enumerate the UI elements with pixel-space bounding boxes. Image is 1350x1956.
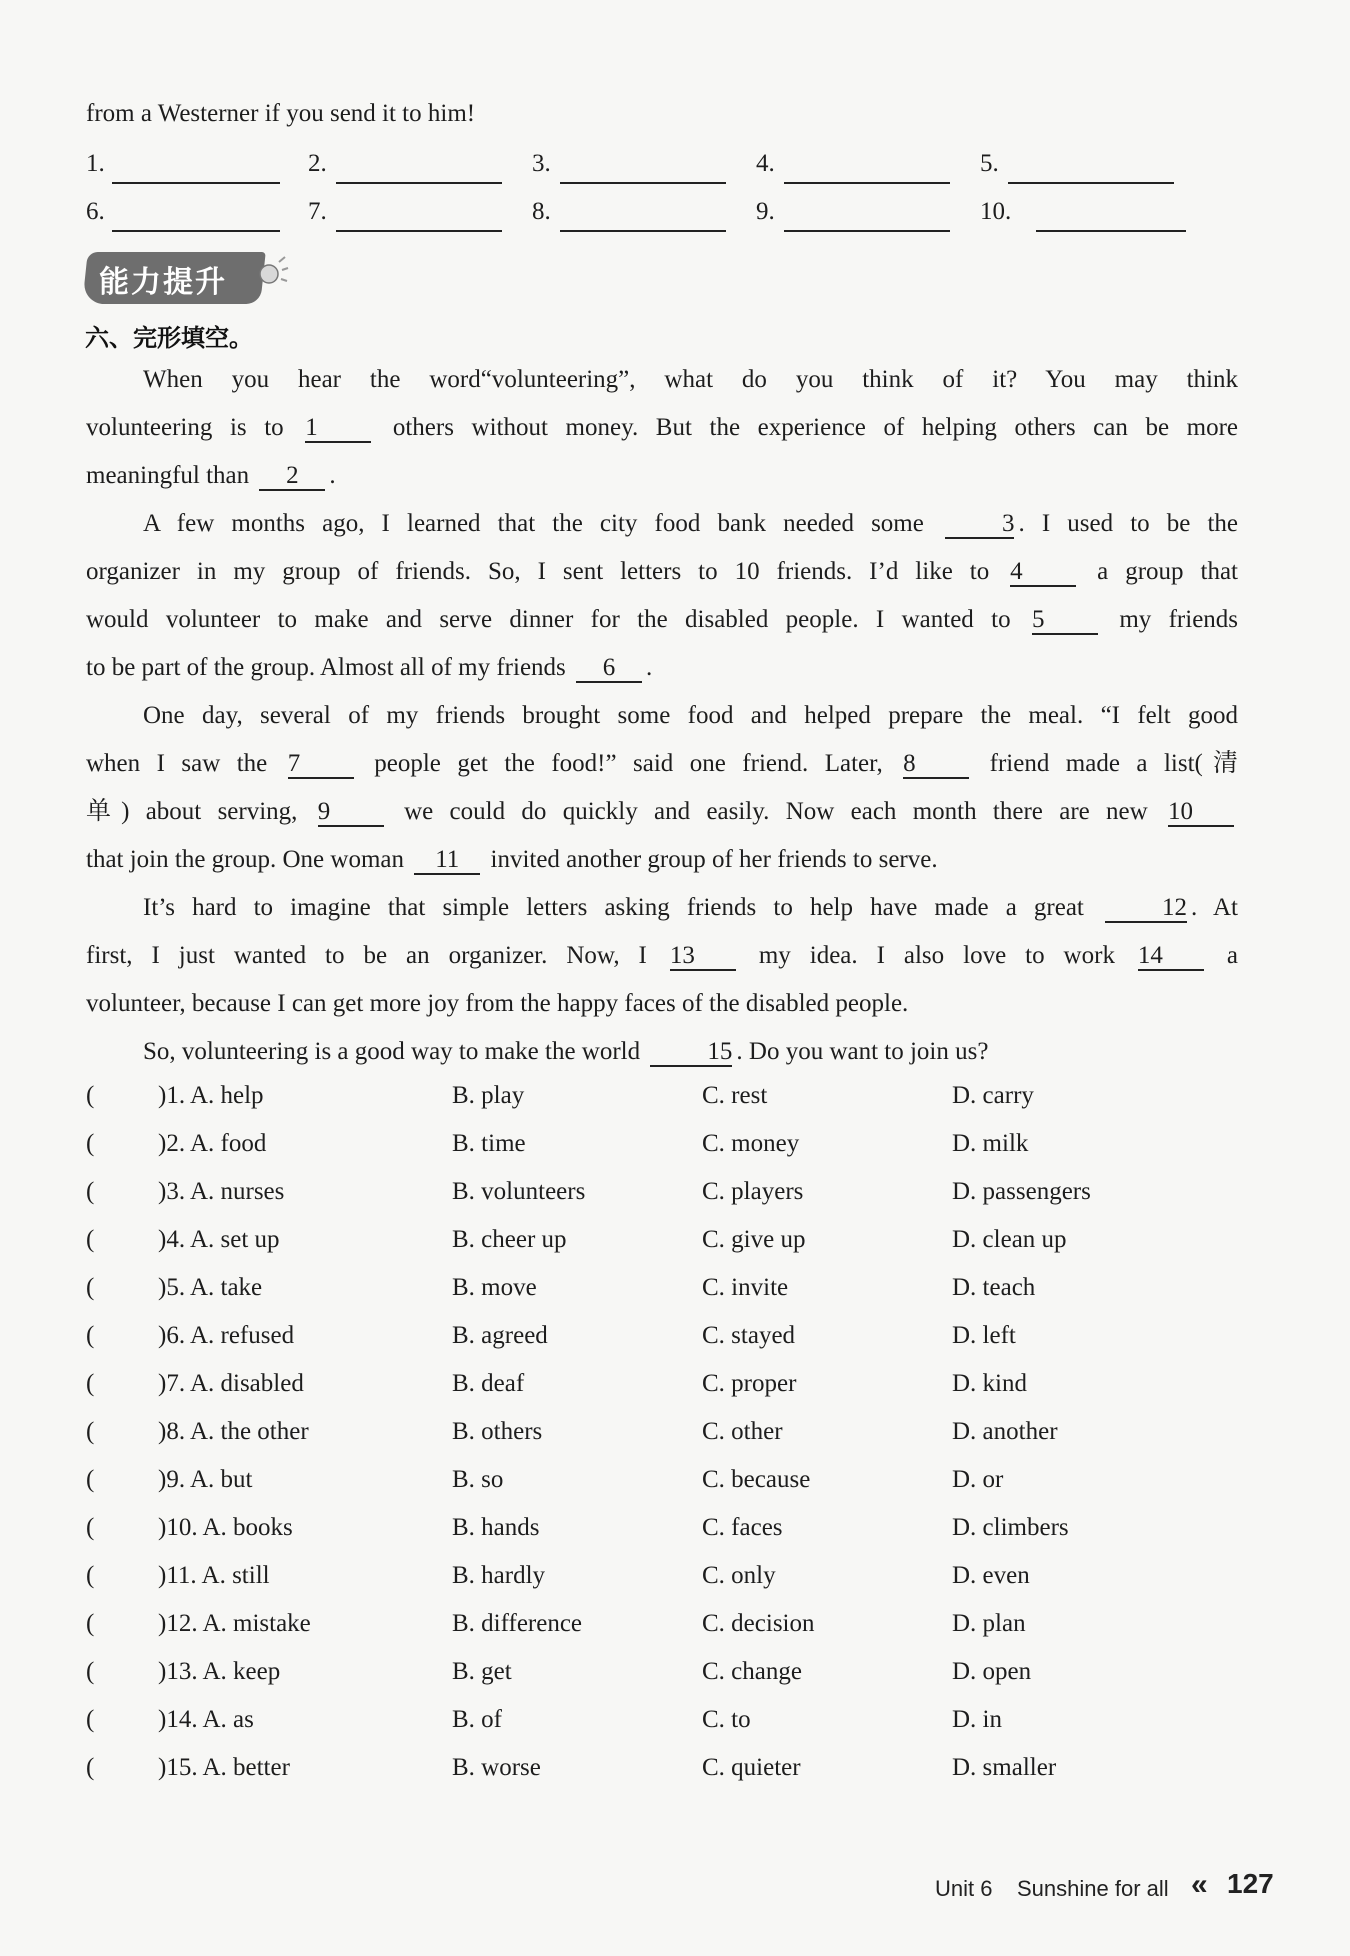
- option-c[interactable]: C. invite: [702, 1274, 789, 1301]
- answer-paren[interactable]: (: [86, 1082, 95, 1109]
- option-b[interactable]: B. difference: [452, 1610, 583, 1637]
- option-b[interactable]: B. hardly: [452, 1562, 546, 1589]
- option-d[interactable]: D. passengers: [952, 1178, 1091, 1205]
- option-b[interactable]: B. so: [452, 1466, 504, 1493]
- ability-badge: [85, 252, 275, 304]
- blank-number: 1.: [86, 150, 105, 177]
- option-d[interactable]: D. even: [952, 1562, 1030, 1589]
- passage-line: that join the group. One woman 11 invited another group of her friends to serve.: [86, 846, 938, 873]
- blank-8[interactable]: 8: [903, 751, 969, 779]
- option-c[interactable]: C. to: [702, 1706, 751, 1733]
- option-d[interactable]: D. another: [952, 1418, 1058, 1445]
- blank-3[interactable]: 3: [945, 511, 1015, 539]
- blank-13[interactable]: 13: [670, 943, 736, 971]
- option-d[interactable]: D. kind: [952, 1370, 1027, 1397]
- answer-line[interactable]: [1036, 230, 1186, 232]
- answer-paren[interactable]: (: [86, 1754, 95, 1781]
- option-c[interactable]: C. quieter: [702, 1754, 801, 1781]
- answer-paren[interactable]: (: [86, 1370, 95, 1397]
- blank-15[interactable]: 15: [650, 1039, 732, 1067]
- passage-line: volunteer, because I can get more joy from the happy faces of the disabled people.: [86, 990, 909, 1017]
- answer-line[interactable]: [112, 230, 280, 232]
- passage-line: It’s hard to imagine that simple letters asking friends to help have made a great 12 . At: [143, 894, 1238, 921]
- passage-paragraph-2: [86, 500, 1238, 692]
- answer-paren[interactable]: (: [86, 1418, 95, 1445]
- option-c[interactable]: C. stayed: [702, 1322, 796, 1349]
- option-d[interactable]: D. milk: [952, 1130, 1029, 1157]
- option-b[interactable]: B. play: [452, 1082, 525, 1109]
- answer-line[interactable]: [560, 230, 726, 232]
- blank-number: 4.: [756, 150, 775, 177]
- passage-paragraph-1: [86, 356, 1238, 500]
- passage-line: When you hear the word“volunteering”, what do you think of it? You may think: [143, 366, 1238, 393]
- passage-paragraph-3: [86, 692, 1238, 884]
- answer-paren[interactable]: (: [86, 1658, 95, 1685]
- blank-6[interactable]: 6: [576, 655, 642, 683]
- option-b[interactable]: B. worse: [452, 1754, 541, 1781]
- option-a[interactable]: )11. A. still: [158, 1562, 270, 1589]
- blank-number: 5.: [980, 150, 999, 177]
- option-c[interactable]: C. other: [702, 1418, 783, 1445]
- option-b[interactable]: B. volunteers: [452, 1178, 586, 1205]
- option-b[interactable]: B. get: [452, 1658, 512, 1685]
- answer-paren[interactable]: (: [86, 1562, 95, 1589]
- option-c[interactable]: C. faces: [702, 1514, 783, 1541]
- answer-paren[interactable]: (: [86, 1178, 95, 1205]
- blank-number: 7.: [308, 198, 327, 225]
- answer-paren[interactable]: (: [86, 1514, 95, 1541]
- option-d[interactable]: D. plan: [952, 1610, 1026, 1637]
- option-d[interactable]: D. left: [952, 1322, 1016, 1349]
- answer-line[interactable]: [784, 230, 950, 232]
- option-a[interactable]: )9. A. but: [158, 1466, 253, 1493]
- option-b[interactable]: B. deaf: [452, 1370, 525, 1397]
- option-a[interactable]: )4. A. set up: [158, 1226, 280, 1253]
- passage-line: organizer in my group of friends. So, I sent letters to 10 friends. I’d like to 4 a group that: [86, 558, 1238, 585]
- answer-line[interactable]: [336, 182, 502, 184]
- option-c[interactable]: C. money: [702, 1130, 800, 1157]
- option-c[interactable]: C. rest: [702, 1082, 768, 1109]
- blank-number: 8.: [532, 198, 551, 225]
- option-a[interactable]: )8. A. the other: [158, 1418, 309, 1445]
- answer-paren[interactable]: (: [86, 1274, 95, 1301]
- page-number: 127: [1227, 1868, 1274, 1899]
- passage-line: to be part of the group. Almost all of my friends 6 .: [86, 654, 653, 681]
- answer-paren[interactable]: (: [86, 1466, 95, 1493]
- section-title: 六、完形填空。: [85, 324, 253, 352]
- option-d[interactable]: D. open: [952, 1658, 1032, 1685]
- option-d[interactable]: D. clean up: [952, 1226, 1067, 1253]
- unit-label: Unit 6: [935, 1876, 993, 1901]
- option-a[interactable]: )2. A. food: [158, 1130, 267, 1157]
- passage-line: volunteering is to 1 others without money. But the experience of helping others can be more: [86, 414, 1239, 441]
- blank-5[interactable]: 5: [1032, 607, 1098, 635]
- answer-paren[interactable]: (: [86, 1322, 95, 1349]
- lightbulb-icon: [255, 254, 289, 294]
- option-a[interactable]: )5. A. take: [158, 1274, 263, 1301]
- passage-line: A few months ago, I learned that the city food bank needed some 3 . I used to be the: [143, 510, 1239, 537]
- blank-2[interactable]: 2: [259, 463, 325, 491]
- option-c[interactable]: C. give up: [702, 1226, 806, 1253]
- passage-line: 单) about serving, 9 we could do quickly and easily. Now each month there are new 10: [86, 788, 1238, 836]
- option-c[interactable]: C. players: [702, 1178, 804, 1205]
- option-a[interactable]: )14. A. as: [158, 1706, 254, 1733]
- blank-number: 10.: [980, 198, 1012, 225]
- option-c[interactable]: C. proper: [702, 1370, 797, 1397]
- option-d[interactable]: D. climbers: [952, 1514, 1069, 1541]
- option-c[interactable]: C. change: [702, 1658, 802, 1685]
- option-a[interactable]: )13. A. keep: [158, 1658, 281, 1685]
- blank-11[interactable]: 11: [414, 847, 480, 875]
- option-c[interactable]: C. because: [702, 1466, 811, 1493]
- blank-9[interactable]: 9: [318, 799, 384, 827]
- option-a[interactable]: )3. A. nurses: [158, 1178, 285, 1205]
- option-b[interactable]: B. time: [452, 1130, 526, 1157]
- option-a[interactable]: )10. A. books: [158, 1514, 293, 1541]
- option-a[interactable]: )15. A. better: [158, 1754, 290, 1781]
- answer-line[interactable]: [560, 182, 726, 184]
- option-d[interactable]: D. or: [952, 1466, 1004, 1493]
- passage-paragraph-5: [86, 1028, 1238, 1076]
- answer-paren[interactable]: (: [86, 1226, 95, 1253]
- badge-label: 能力提升: [99, 265, 227, 300]
- carryover-text: from a Westerner if you send it to him!: [86, 100, 476, 127]
- option-b[interactable]: B. move: [452, 1274, 537, 1301]
- option-a[interactable]: )6. A. refused: [158, 1322, 295, 1349]
- option-d[interactable]: D. teach: [952, 1274, 1036, 1301]
- blank-10[interactable]: 10: [1168, 799, 1234, 827]
- answer-line[interactable]: [336, 230, 502, 232]
- blank-number: 2.: [308, 150, 327, 177]
- blank-4[interactable]: 4: [1010, 559, 1076, 587]
- blank-12[interactable]: 12: [1105, 895, 1187, 923]
- option-d[interactable]: D. in: [952, 1706, 1002, 1733]
- blank-1[interactable]: 1: [305, 415, 371, 443]
- blank-14[interactable]: 14: [1138, 943, 1204, 971]
- blank-7[interactable]: 7: [288, 751, 354, 779]
- option-b[interactable]: B. others: [452, 1418, 543, 1445]
- blank-number: 9.: [756, 198, 775, 225]
- answer-line[interactable]: [112, 182, 280, 184]
- passage-line: meaningful than 2 .: [86, 462, 336, 489]
- answer-paren[interactable]: (: [86, 1130, 95, 1157]
- passage-line: first, I just wanted to be an organizer. Now, I 13 my idea. I also love to work 14 a: [86, 942, 1238, 969]
- passage-paragraph-4: [86, 884, 1238, 1028]
- option-d[interactable]: D. carry: [952, 1082, 1034, 1109]
- passage-line: when I saw the 7 people get the food!” said one friend. Later, 8 friend made a list(清: [86, 750, 1239, 777]
- option-a[interactable]: )7. A. disabled: [158, 1370, 304, 1397]
- answer-line[interactable]: [784, 182, 950, 184]
- answer-paren[interactable]: (: [86, 1706, 95, 1733]
- unit-topic: Sunshine for all: [1017, 1876, 1169, 1901]
- blank-number: 3.: [532, 150, 551, 177]
- option-b[interactable]: B. of: [452, 1706, 502, 1733]
- answer-paren[interactable]: (: [86, 1610, 95, 1637]
- option-b[interactable]: B. agreed: [452, 1322, 548, 1349]
- double-chevron-left-icon: «: [1191, 1868, 1208, 1901]
- blank-number: 6.: [86, 198, 105, 225]
- option-a[interactable]: )12. A. mistake: [158, 1610, 311, 1637]
- option-b[interactable]: B. hands: [452, 1514, 540, 1541]
- passage-line: One day, several of my friends brought some food and helped prepare the meal. “I felt good: [143, 702, 1238, 729]
- option-c[interactable]: C. decision: [702, 1610, 815, 1637]
- option-a[interactable]: )1. A. help: [158, 1082, 264, 1109]
- answer-line[interactable]: [1008, 182, 1174, 184]
- option-b[interactable]: B. cheer up: [452, 1226, 567, 1253]
- passage-line: So, volunteering is a good way to make the world 15 . Do you want to join us?: [143, 1038, 989, 1065]
- option-c[interactable]: C. only: [702, 1562, 776, 1589]
- passage-line: would volunteer to make and serve dinner for the disabled people. I wanted to 5 my friends: [86, 606, 1239, 633]
- option-d[interactable]: D. smaller: [952, 1754, 1057, 1781]
